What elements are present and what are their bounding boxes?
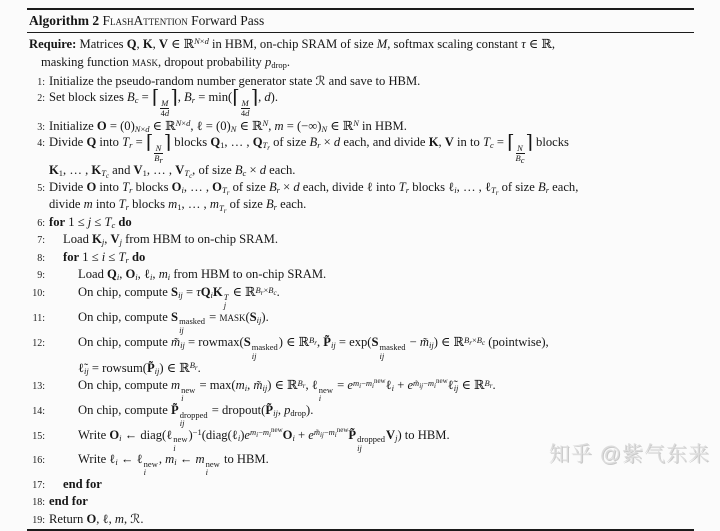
line-number: 12: [32,338,45,350]
line-number: 4: [37,138,45,150]
line-content: On chip, compute $m̃_{ij} = rowmax(S$ masked ij ) ∈ ℝ$^{B_r}$, $P̃_{ij} = \exp(S$ masked ij − $m̃_{ij}$) ∈ ℝ$^{B_r\times B_c}$ (pointwise), [78,334,549,361]
algo-line-3 [27,118,694,135]
line-content: On chip, compute $S_{ij} = \tau Q_iK$ T j ∈ ℝ$^{B_r\times B_c}$. [78,284,280,311]
ceil-left-bracket: ⌈ [507,132,515,154]
line-content: $\ell̃_{ij}$ = $rowsum(P̃_{ij})$ ∈ ℝ$^{B_r}$. [78,360,201,377]
fraction: $\frac{M}{4d}$ [240,97,250,119]
algo-line-9 [27,267,694,284]
ceil-left-bracket: ⌈ [232,88,240,110]
algorithm-title [27,10,694,32]
line-content: Divide Q into $T_r$ = ⌈ $\frac{N}{B_r}$ ⌉ blocks $Q_1$, … , $Q_{T_r}$ of size $B_r \times d$ each, and divide K, V in to $T_c$ = ⌈ $\frac{N}{B_c}$ ⌉ blocks [49,132,569,166]
stacked-scripts: T j [223,291,229,311]
algo-line-2 [27,90,694,117]
line-content: Initialize $O = (0)_{N\times d}$ ∈ ℝ$^{N\times d}$, ℓ = $(0)_N$ ∈ ℝ$^N$, $m = (-\infty)_N$ ∈ ℝ$^N$ in HBM. [49,117,407,134]
fraction: $\frac{M}{4d}$ [160,97,170,119]
stacked-scripts: dropped ij [357,434,385,453]
line-content: On chip, compute m new i = $\max(m_i$, $m̃_{ij}$) ∈ ℝ$^{B_r}$, ℓ new i = $e^{m_i-m_i^{new}}\ell_i$ + $e^{m̃_{ij}-m_i^{new}}\ell̃_{ij}$ ∈ ℝ$^{B_r}$. [78,376,496,404]
stacked-scripts: new i [181,384,196,404]
line-number: 15: [32,430,45,442]
fraction: $\frac{N}{B_r}$ [154,142,163,166]
line-content: Load $K_j$, $V_j$ from HBM to on-chip SRAM. [63,232,279,248]
algo-line-5 [27,180,694,197]
ceil-right-bracket: ⌉ [250,88,259,110]
algorithm-title-name: FlashAttention [102,13,188,28]
line-content: end for [49,494,88,509]
ceil-left-bracket: ⌈ [151,88,160,110]
algorithm-title-rest: Forward Pass [191,13,265,28]
algo-line-4-cont [27,163,694,180]
line-number: 5: [37,182,45,194]
algo-line-14 [27,403,694,428]
line-number: 11: [32,312,45,324]
algo-line-1 [27,73,694,90]
line-content: Set block sizes $B_c$ = ⌈ $\frac{M}{4d}$ ⌉, $B_r$ = min(⌈ $\frac{M}{4d}$ ⌉, d). [49,88,279,119]
algo-line-7 [27,232,694,249]
algo-line-12 [27,334,694,360]
algo-line-12-cont [27,360,694,377]
line-content: Write $O_i$ ← diag(ℓ new i )$^{-1}(diag(\ell_i)e^{m_i-m_i^{new}}O_i$ + $e^{m̃_{ij}-m_i^{new}}P̃$ dropped ij $V_j$) to HBM. [78,425,450,453]
algo-line-8 [27,250,694,267]
line-number: 7: [37,235,45,247]
ceil-right-bracket: ⌉ [525,132,533,154]
line-content: On chip, compute P̃ dropped ij = $dropout(P̃_{ij}$, $p_{drop}$). [78,402,314,429]
stacked-scripts: masked ij [179,316,206,335]
ceil-left-bracket: ⌈ [145,132,154,154]
line-content: end for [63,476,102,491]
algo-line-5-cont [27,197,694,214]
fraction: $\frac{N}{B_c}$ [515,142,525,166]
algorithm-title-keyword: Algorithm 2 [29,13,100,28]
line-content: $K_1$, … , $K_{T_c}$ and $V_1$, … , $V_{T_c}$, of size $B_c \times d$ each. [49,162,296,180]
stacked-scripts: new i [205,458,220,478]
line-number: 14: [32,405,45,417]
line-content: for $1 \le j \le T_c$ do [49,214,132,230]
algo-line-17 [27,477,694,494]
line-content: On chip, compute S masked ij = $mask(S_{ij})$. [78,309,269,335]
line-number: 19: [32,515,45,527]
line-number: 10: [32,288,45,300]
line-content: Divide O into $T_r$ blocks $O_i$, … , $O_{T_r}$ of size $B_r \times d$ each, divide ℓ into $T_r$ blocks ℓ$_i$, … , ℓ$_{T_r}$ of size $B_r$ each, [49,179,579,197]
algo-line-10 [27,284,694,310]
line-number: 16: [32,455,45,467]
line-number: 8: [37,252,45,264]
require-line-cont: masking function mask, dropout probability $p_{drop}$. [41,54,291,70]
stacked-scripts: new i [318,384,333,404]
algo-line-6 [27,215,694,232]
stacked-scripts: new i [173,434,188,453]
algo-line-19 [27,511,694,528]
algo-line-4 [27,132,694,166]
line-number: 13: [32,381,45,393]
ceil-right-bracket: ⌉ [170,88,178,110]
line-number: 17: [32,479,45,491]
line-content: Return O, ℓ, m, ℛ. [49,512,144,527]
line-content: Initialize the pseudo-random number generator state ℛ and save to HBM. [49,74,421,88]
watermark: 知乎 @紫气东来 [548,443,710,466]
stacked-scripts: masked ij [251,342,278,361]
require-keyword: Require: [29,37,77,51]
line-content: Load $Q_i$, $O_i$, ℓ$_i$, $m_i$ from HBM to on-chip SRAM. [78,266,327,283]
ceil-right-bracket: ⌉ [163,132,172,154]
stacked-scripts: masked ij [379,342,406,361]
algo-line-18 [27,494,694,511]
require-line: Require: Matrices Q, K, V ∈ ℝ$^{N\times d}$ in HBM, on-chip SRAM of size M, softmax scaling constant τ ∈ ℝ, [29,36,555,51]
line-number: 2: [37,93,45,105]
line-number: 1: [37,77,45,88]
line-number: 6: [37,217,45,229]
algo-line-13 [27,377,694,403]
line-content: Write ℓ$_i$ ← ℓ new i , $m_i$ ← m new i to HBM. [78,452,269,478]
line-number: 3: [37,121,45,133]
line-content: for $1 \le i \le T_r$ do [63,249,146,265]
line-content: divide m into $T_r$ blocks $m_1$, … , $m_{T_r}$ of size $B_r$ each. [49,197,307,215]
algo-line-11 [27,310,694,335]
stacked-scripts: dropped ij [179,409,208,429]
stacked-scripts: new i [143,458,158,478]
line-number: 9: [37,269,45,281]
line-number: 18: [32,497,45,509]
